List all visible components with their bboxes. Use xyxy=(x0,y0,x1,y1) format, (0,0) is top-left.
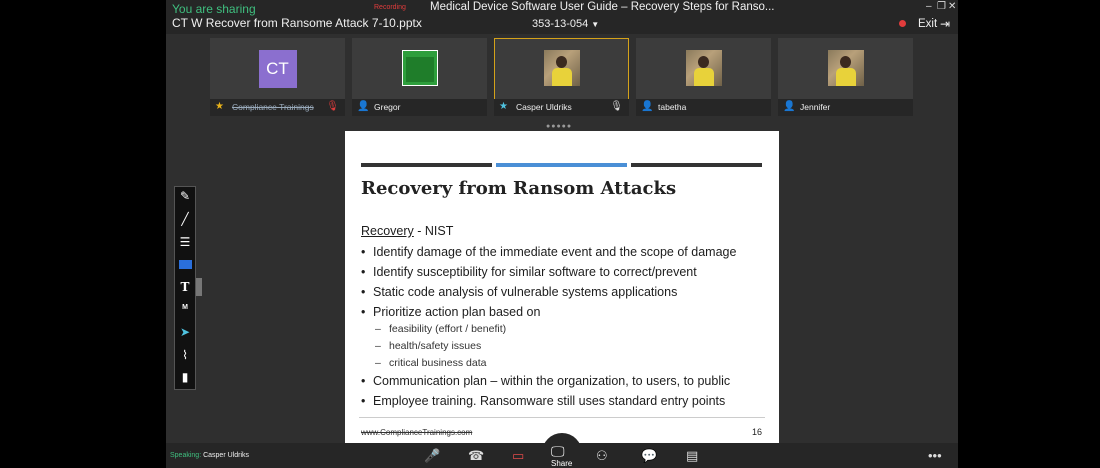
person-icon: 👤 xyxy=(357,101,370,112)
pointer-icon[interactable]: ➤ xyxy=(179,325,191,339)
sub-bullet-item: – critical business data xyxy=(375,357,487,369)
muted-mic-icon: 🎙 xyxy=(326,101,339,112)
mute-mic-icon[interactable]: 🎤 xyxy=(424,448,441,463)
bullet-item: • Identify damage of the immediate event and the scope of damage xyxy=(361,245,737,259)
bullet-text: Static code analysis of vulnerable systems applications xyxy=(373,285,678,299)
share-button-label[interactable]: Share xyxy=(551,459,573,468)
active-speaker xyxy=(170,452,249,459)
toolbar-drag-handle[interactable] xyxy=(196,278,202,296)
bullet-text: Identify damage of the immediate event and the scope of damage xyxy=(373,245,737,259)
participant-namebar xyxy=(494,99,629,116)
person-icon: 👤 xyxy=(783,101,796,112)
chat-icon[interactable]: 💬 xyxy=(641,448,658,463)
slide-bar xyxy=(631,163,762,167)
bullet-text: Communication plan – within the organization, to users, to public xyxy=(373,374,731,388)
clear-icon[interactable]: ▮ xyxy=(181,370,189,384)
participant-name: Jennifer xyxy=(800,102,831,112)
meeting-title: Medical Device Software User Guide – Recovery Steps for Ranso... xyxy=(430,1,775,13)
footer-url: www.ComplianceTrainings.com xyxy=(361,428,473,437)
bullet-item: • Employee training. Ransomware still uses standard entry points xyxy=(361,394,726,408)
bullet-text: Prioritize action plan based on xyxy=(373,305,541,319)
section-link: Recovery xyxy=(361,224,414,238)
document-icon[interactable]: ▤ xyxy=(686,448,699,463)
line-width-icon[interactable]: ☰ xyxy=(179,235,191,249)
participant-name: Casper Uldriks xyxy=(516,102,572,112)
exit-button[interactable]: Exit xyxy=(918,18,938,30)
mic-icon: 🎙 xyxy=(610,101,623,112)
meeting-window xyxy=(166,0,958,468)
participant-tile[interactable] xyxy=(636,38,771,116)
participant-tile[interactable] xyxy=(778,38,913,116)
bullet-text: Employee training. Ransomware still uses standard entry points xyxy=(373,394,726,408)
participant-video xyxy=(686,50,722,86)
footer-divider xyxy=(359,417,765,418)
pen-icon[interactable]: ✎ xyxy=(179,189,191,203)
bullet-item: • Prioritize action plan based on xyxy=(361,305,541,319)
section-suffix: - NIST xyxy=(413,224,454,238)
shared-file-title: CT W Recover from Ransome Attack 7-10.pptx xyxy=(172,16,422,30)
person-icon: 👤 xyxy=(641,101,654,112)
star-icon: ★ xyxy=(215,101,224,112)
color-swatch-icon[interactable] xyxy=(175,258,195,272)
participant-tile[interactable] xyxy=(352,38,487,116)
speaker-name: Casper Uldriks xyxy=(203,452,249,459)
line-icon[interactable]: ╱ xyxy=(181,212,189,226)
speaking-label: Speaking: xyxy=(170,452,202,459)
section-heading xyxy=(361,224,453,238)
eraser-icon[interactable]: ⌇ xyxy=(182,348,188,362)
sub-bullet-text: feasibility (effort / benefit) xyxy=(389,323,507,335)
participant-namebar xyxy=(778,99,913,116)
record-dot-icon xyxy=(899,20,906,27)
exit-icon[interactable]: ⇥ xyxy=(940,17,951,31)
sub-bullet-text: critical business data xyxy=(389,357,487,369)
participant-namebar xyxy=(352,99,487,116)
meeting-number-dropdown[interactable] xyxy=(532,18,599,30)
video-off-icon[interactable]: ▭ xyxy=(512,448,525,463)
participant-namebar xyxy=(636,99,771,116)
avatar: CT xyxy=(259,50,297,88)
bullet-item: • Static code analysis of vulnerable systems applications xyxy=(361,285,678,299)
participant-name: Compliance Trainings xyxy=(232,102,314,112)
screen-share-thumbnail xyxy=(402,50,438,86)
bottom-toolbar xyxy=(166,443,958,468)
sharing-status: You are sharing xyxy=(172,2,256,16)
participant-tile[interactable] xyxy=(210,38,345,116)
sub-bullet-item: – health/safety issues xyxy=(375,340,482,352)
slide-page-number: 16 xyxy=(752,427,763,437)
bullet-text: Identify susceptibility for similar software to correct/prevent xyxy=(373,265,697,279)
sub-bullet-item: – feasibility (effort / benefit) xyxy=(375,323,507,335)
minimize-icon[interactable]: – xyxy=(926,1,932,12)
share-screen-icon[interactable]: 🖵 xyxy=(551,443,565,459)
participant-name: tabetha xyxy=(658,102,687,112)
participant-video xyxy=(544,50,580,86)
slide-bar xyxy=(361,163,492,167)
slide-title: Recovery from Ransom Attacks xyxy=(361,178,677,199)
restore-icon[interactable]: ❐ xyxy=(937,1,946,12)
participant-namebar xyxy=(210,99,345,116)
shared-slide xyxy=(345,131,779,443)
bullet-item: • Identify susceptibility for similar software to correct/prevent xyxy=(361,265,697,279)
close-icon[interactable]: ✕ xyxy=(948,1,957,12)
recording-indicator: Recording xyxy=(374,4,406,11)
slide-bar xyxy=(496,163,627,167)
sub-bullet-text: health/safety issues xyxy=(389,340,482,352)
text-size-icon[interactable]: M xyxy=(182,304,188,311)
add-person-icon[interactable]: ⚇ xyxy=(596,448,608,463)
bullet-item: • Communication plan – within the organization, to users, to public xyxy=(361,374,731,388)
top-bar xyxy=(166,0,958,34)
text-tool-icon[interactable]: T xyxy=(180,280,190,294)
annotation-toolbar xyxy=(174,186,196,390)
phone-icon[interactable]: ☎ xyxy=(468,448,485,463)
participant-name: Gregor xyxy=(374,102,401,112)
more-options-icon[interactable]: ••• xyxy=(928,448,942,463)
participant-video xyxy=(828,50,864,86)
meeting-number: 353-13-054 xyxy=(532,18,589,30)
chevron-down-icon: ▼ xyxy=(591,20,600,29)
star-icon: ★ xyxy=(499,101,508,112)
participant-tile-active[interactable] xyxy=(494,38,629,116)
participant-pager[interactable]: ●●●●● xyxy=(546,123,573,130)
